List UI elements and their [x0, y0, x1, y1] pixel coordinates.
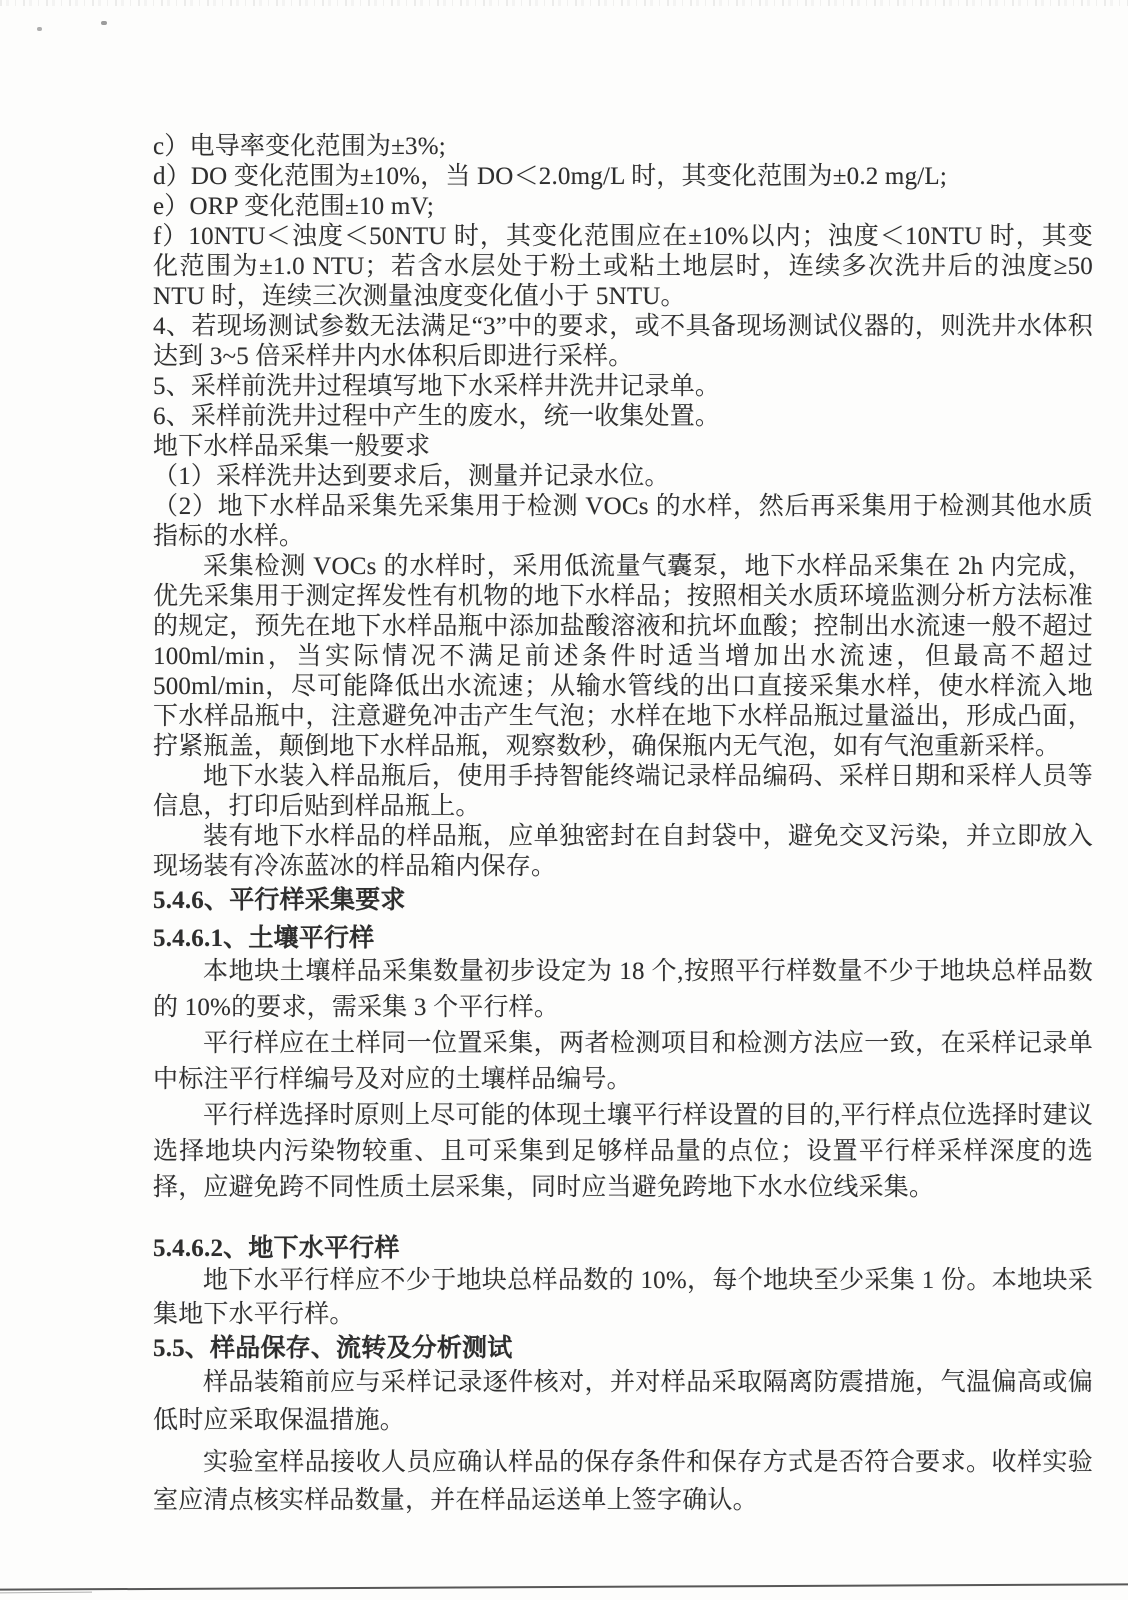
heading-5-5-sample-preservation-transfer-analysis: 5.5、样品保存、流转及分析测试	[153, 1335, 513, 1362]
numbered-item-4: 4、若现场测试参数无法满足“3”中的要求，或不具备现场测试仪器的，则洗井水体积达到 3~5 倍采样井内水体积后即进行采样。	[153, 313, 1093, 370]
paragraph-sample-sealing: 装有地下水样品的样品瓶，应单独密封在自封袋中，避免交叉污染，并立即放入现场装有冷冻蓝冰的样品箱内保存。	[153, 823, 1093, 880]
paragraph-groundwater-parallel: 地下水平行样应不少于地块总样品数的 10%，每个地块至少采集 1 份。本地块采集地下水平行样。	[153, 1267, 1093, 1328]
scan-page-edge-line	[0, 1583, 1128, 1590]
list-item-d: d）DO 变化范围为±10%，当 DO＜2.0mg/L 时，其变化范围为±0.2 mg/L;	[153, 163, 948, 190]
subheading-groundwater-general-requirements: 地下水样品采集一般要求	[153, 433, 431, 460]
numbered-item-5: 5、采样前洗井过程填写地下水采样井洗井记录单。	[153, 373, 721, 400]
list-item-f: f）10NTU＜浊度＜50NTU 时，其变化范围应在±10%以内；浊度＜10NTU 时，其变化范围为±1.0 NTU；若含水层处于粉土或粘土地层时，连续多次洗井后的浊度≥50 NTU 时，连续三次测量浊度变化值小于 5NTU。	[153, 223, 1093, 310]
scan-noise-artifact	[0, 0, 1128, 6]
list-item-c: c）电导率变化范围为±3%;	[153, 133, 446, 160]
scan-speck-artifact	[101, 21, 107, 25]
numbered-item-paren-2: （2）地下水样品采集先采集用于检测 VOCs 的水样，然后再采集用于检测其他水质指标的水样。	[153, 493, 1093, 550]
numbered-item-paren-1: （1）采样洗井达到要求后，测量并记录水位。	[153, 463, 670, 490]
paragraph-soil-parallel-count: 本地块土壤样品采集数量初步设定为 18 个,按照平行样数量不少于地块总样品数的 10%的要求，需采集 3 个平行样。	[153, 958, 1093, 1021]
paragraph-vocs-sampling: 采集检测 VOCs 的水样时，采用低流量气囊泵，地下水样品采集在 2h 内完成，优先采集用于测定挥发性有机物的地下水样品；按照相关水质环境监测分析方法标准的规定，预先在地下水样品瓶中添加盐酸溶液和抗坏血酸；控制出水流速一般不超过 100ml/min，当实际情况不满足前述条件时适当增加出水流速，但最高不超过 500ml/min，尽可能降低出水流速；从输水管线的出口直接采集水样，使水样流入地下水样品瓶中，注意避免冲击产生气泡；水样在地下水样品瓶过量溢出，形成凸面，拧紧瓶盖，颠倒地下水样品瓶，观察数秒，确保瓶内无气泡，如有气泡重新采样。	[153, 553, 1093, 760]
paragraph-sample-labeling: 地下水装入样品瓶后，使用手持智能终端记录样品编码、采样日期和采样人员等信息，打印后贴到样品瓶上。	[153, 763, 1093, 820]
heading-5-4-6-2-groundwater-parallel-sample: 5.4.6.2、地下水平行样	[153, 1235, 400, 1262]
document-content	[153, 132, 1093, 1520]
heading-5-4-6-1-soil-parallel-sample: 5.4.6.1、土壤平行样	[153, 925, 375, 952]
list-item-e: e）ORP 变化范围±10 mV;	[153, 193, 435, 220]
heading-5-4-6-parallel-sample-requirements: 5.4.6、平行样采集要求	[153, 887, 406, 914]
numbered-item-6: 6、采样前洗井过程中产生的废水，统一收集处置。	[153, 403, 721, 430]
scan-speck-artifact	[37, 27, 42, 31]
paragraph-parallel-site-selection: 平行样选择时原则上尽可能的体现土壤平行样设置的目的,平行样点位选择时建议选择地块内污染物较重、且可采集到足够样品量的点位；设置平行样采样深度的选择，应避免跨不同性质土层采集，同时应当避免跨地下水水位线采集。	[153, 1102, 1093, 1201]
paragraph-parallel-same-position: 平行样应在土样同一位置采集，两者检测项目和检测方法应一致，在采样记录单中标注平行样编号及对应的土壤样品编号。	[153, 1030, 1093, 1093]
paragraph-lab-reception: 实验室样品接收人员应确认样品的保存条件和保存方式是否符合要求。收样实验室应清点核实样品数量，并在样品运送单上签字确认。	[153, 1449, 1093, 1514]
paragraph-sample-packing: 样品装箱前应与采样记录逐件核对，并对样品采取隔离防震措施，气温偏高或偏低时应采取保温措施。	[153, 1369, 1093, 1434]
scan-page-edge-line-secondary	[0, 1592, 92, 1594]
